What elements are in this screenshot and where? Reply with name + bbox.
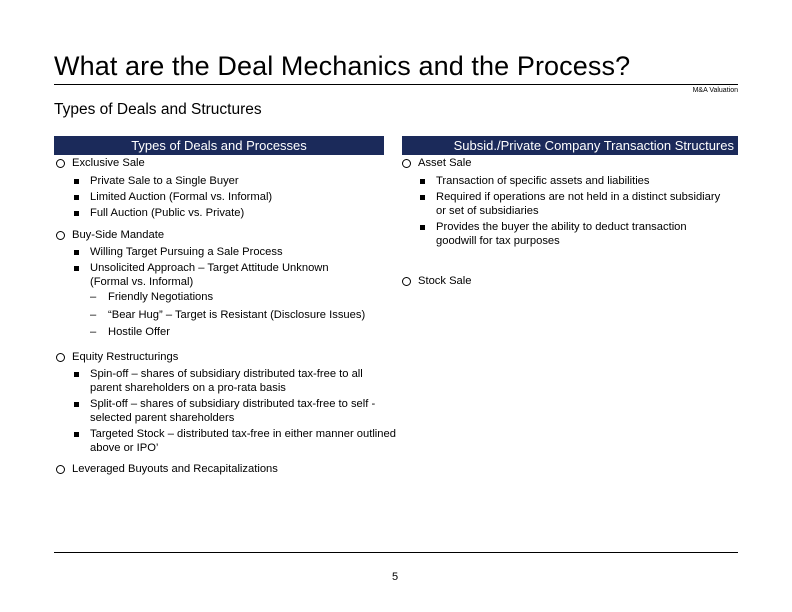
dash-bullet-icon: – xyxy=(90,326,97,338)
square-bullet-icon xyxy=(420,179,425,184)
right-column-list xyxy=(402,156,742,289)
list-item-level1 xyxy=(402,156,742,172)
subsubitem-label: Friendly Negotiations xyxy=(108,291,214,303)
dash-bullet-icon: – xyxy=(90,308,97,321)
list-item-level3 xyxy=(56,307,396,325)
square-bullet-icon xyxy=(74,372,79,377)
square-bullet-icon xyxy=(74,402,79,407)
square-bullet-icon xyxy=(74,250,79,255)
list-item-level3 xyxy=(56,324,396,342)
list-item-level2 xyxy=(56,261,356,289)
list-item-level2 xyxy=(56,206,396,220)
item-label: Buy-Side Mandate xyxy=(72,228,165,241)
subitem-label: Split-off – shares of subsidiary distributed tax-free to self -selected parent shareholders xyxy=(90,398,376,424)
header-tag: M&A Valuation xyxy=(692,87,738,94)
hollow-circle-bullet-icon xyxy=(56,353,65,362)
footer-divider xyxy=(54,552,738,553)
subitem-label: Provides the buyer the ability to deduct transaction goodwill for tax purposes xyxy=(436,220,687,247)
hollow-circle-bullet-icon xyxy=(56,465,65,474)
square-bullet-icon xyxy=(74,211,79,216)
page-number: 5 xyxy=(392,571,399,583)
item-label: Leveraged Buyouts and Recapitalizations xyxy=(72,463,278,475)
item-label: Exclusive Sale xyxy=(72,157,145,169)
list-item-level2 xyxy=(56,367,396,395)
list-item-level1 xyxy=(56,462,396,478)
list-item-level3 xyxy=(56,289,396,307)
list-item-level2 xyxy=(56,427,396,455)
subitem-label: Targeted Stock – distributed tax-free in either manner outlined above or IPO’ xyxy=(90,428,396,454)
item-label: Asset Sale xyxy=(418,157,472,169)
subitem-label: Private Sale to a Single Buyer xyxy=(90,174,239,187)
square-bullet-icon xyxy=(74,266,79,271)
square-bullet-icon xyxy=(74,432,79,437)
item-label: Stock Sale xyxy=(418,274,472,287)
list-item-level1 xyxy=(56,350,396,366)
left-column-header: Types of Deals and Processes xyxy=(54,136,384,155)
list-item-level2 xyxy=(56,190,396,204)
subitem-label: Limited Auction (Formal vs. Informal) xyxy=(90,190,273,203)
hollow-circle-bullet-icon xyxy=(56,231,65,240)
list-item-level2 xyxy=(56,397,396,425)
list-item-level2 xyxy=(56,174,396,188)
list-item-level2 xyxy=(56,245,396,259)
list-item-level1 xyxy=(56,228,396,244)
hollow-circle-bullet-icon xyxy=(402,277,411,286)
square-bullet-icon xyxy=(420,225,425,230)
subitem-label: Transaction of specific assets and liabilities xyxy=(436,174,650,187)
subitem-label: Willing Target Pursuing a Sale Process xyxy=(90,246,283,258)
subsubitem-label: Hostile Offer xyxy=(108,326,170,338)
slide-title: What are the Deal Mechanics and the Process? xyxy=(54,51,631,81)
square-bullet-icon xyxy=(420,195,425,200)
hollow-circle-bullet-icon xyxy=(402,159,411,168)
square-bullet-icon xyxy=(74,195,79,200)
list-item-level2 xyxy=(402,220,722,248)
subitem-label: Required if operations are not held in a distinct subsidiary or set of subsidiaries xyxy=(436,190,721,217)
title-divider xyxy=(54,84,738,85)
section-title: Types of Deals and Structures xyxy=(54,101,262,118)
list-item-level1 xyxy=(56,156,396,172)
left-column-list xyxy=(56,156,396,478)
subitem-label: Unsolicited Approach – Target Attitude Unknown (Formal vs. Informal) xyxy=(90,262,329,288)
hollow-circle-bullet-icon xyxy=(56,159,65,168)
list-item-level2 xyxy=(402,174,722,188)
list-item-level2 xyxy=(402,190,722,218)
list-item-level1 xyxy=(402,274,742,290)
subsubitem-label: “Bear Hug” – Target is Resistant (Disclosure Issues) xyxy=(108,308,366,321)
square-bullet-icon xyxy=(74,179,79,184)
subitem-label: Full Auction (Public vs. Private) xyxy=(90,206,245,219)
subitem-label: Spin-off – shares of subsidiary distributed tax-free to all parent shareholders on a pro-rata basis xyxy=(90,368,363,394)
dash-bullet-icon: – xyxy=(90,291,97,303)
item-label: Equity Restructurings xyxy=(72,350,179,363)
right-column-header: Subsid./Private Company Transaction Structures xyxy=(402,136,738,155)
